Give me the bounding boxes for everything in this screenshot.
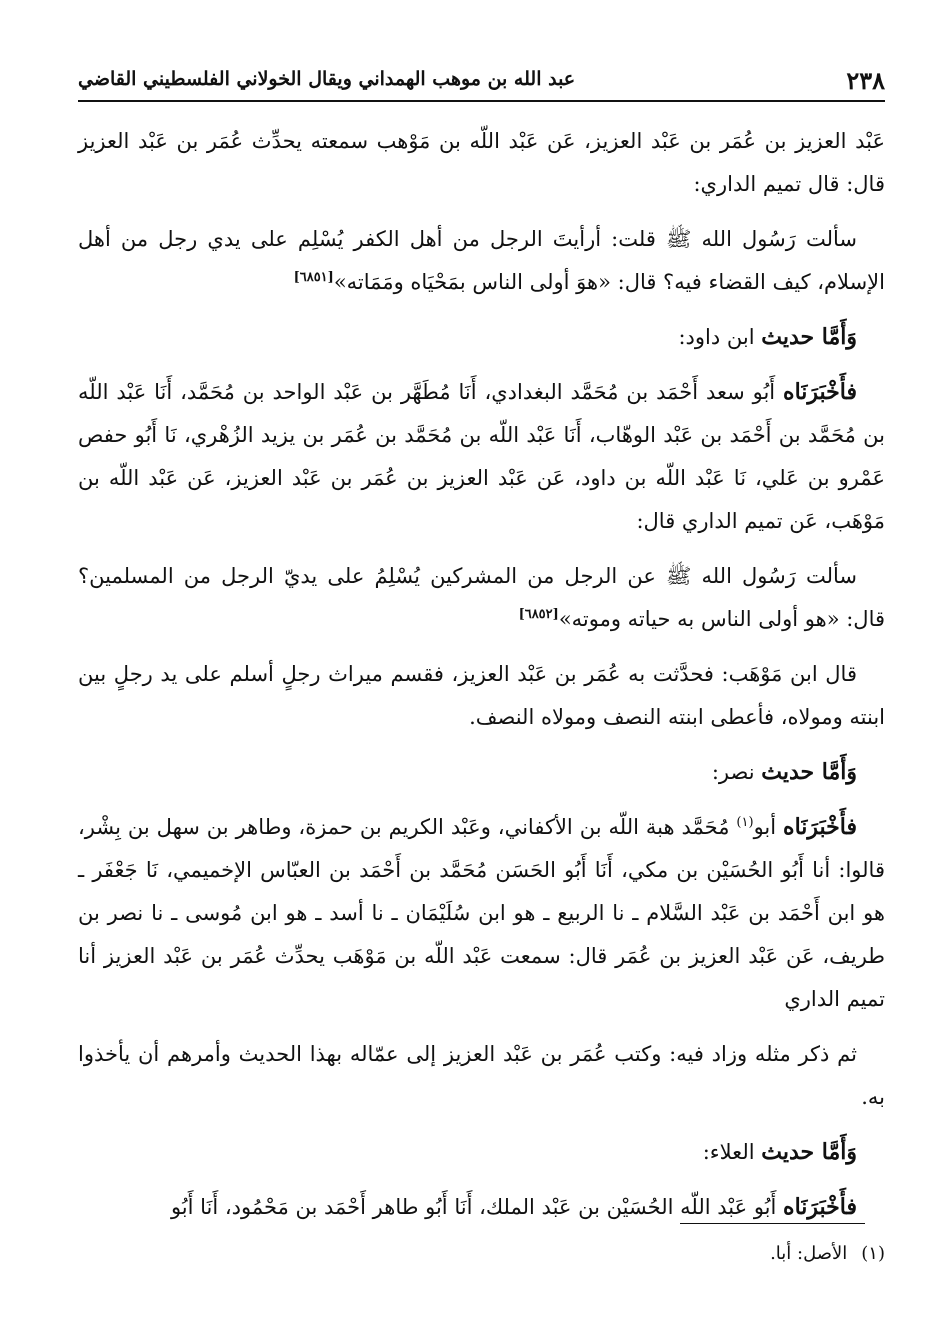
page-body bbox=[78, 120, 885, 1241]
hadith-number: [٦٨٥١] bbox=[293, 270, 334, 285]
paragraph: فأَخْبَرَنَاه أَبُو سعد أَحْمَد بن مُحَمَّد البغدادي، أَنَا مُطَهَّر بن عَبْد الواحد بن مُحَمَّد، أَنَا عَبْد اللّه بن مُحَمَّد بن أَحْمَد بن عَبْد الوهّاب، أَنَا عَبْد اللّه بن مُحَمَّد بن عُمَر بن يزيد الزُهْري، نَا أَبُو حفص عَمْرو بن عَلي، نَا عَبْد اللّه بن داود، عَن عَبْد العزيز بن عُمَر بن عَبْد العزيز، عَن عَبْد اللّه بن مَوْهَب، عَن تميم الداري قال: bbox=[78, 379, 885, 533]
hadith-number: [٦٨٥٢] bbox=[518, 607, 559, 622]
paragraph: عَبْد العزيز بن عُمَر بن عَبْد العزيز، عَن عَبْد اللّه بن مَوْهب سمعته يحدِّث عُمَر بن عَبْد العزيز قال: قال تميم الداري: bbox=[78, 129, 885, 196]
section-heading: وَأَمَّا حديث العلاء: bbox=[702, 1139, 857, 1165]
paragraph: سألت رَسُول الله ﷺ عن الرجل من المشركين يُسْلِمُ على يديّ الرجل من المسلمين؟ قال: «هو أولى الناس به حياته وموته»[٦٨٥٢] bbox=[78, 564, 885, 631]
section-heading: وَأَمَّا حديث نصر: bbox=[711, 759, 857, 785]
paragraph: سألت رَسُول الله ﷺ قلت: أرأيتَ الرجل من أهل الكفر يُسْلِم على يدي رجل من أهل الإسلام، كيف القضاء فيه؟ قال: «هوَ أولى الناس بمَحْيَاه ومَمَاته»[٦٨٥١] bbox=[78, 227, 885, 294]
page-header bbox=[78, 62, 885, 102]
section-heading: وَأَمَّا حديث ابن داود: bbox=[678, 324, 857, 350]
paragraph: فأَخْبَرَنَاه أَبُو عَبْد اللّه الحُسَيْن بن عَبْد الملك، أَنَا أَبُو طاهر أَحْمَد بن مَحْمُود، أَنَا أَبُو bbox=[170, 1194, 857, 1220]
running-title: عبد الله بن موهب الهمداني ويقال الخولاني الفلسطيني القاضي bbox=[78, 68, 576, 90]
paragraph: ثم ذكر مثله وزاد فيه: وكتب عُمَر بن عَبْد العزيز إلى عمّاله بهذا الحديث وأمرهم أن يأخذوا به. bbox=[78, 1042, 885, 1109]
footnote-number: (١) bbox=[861, 1243, 885, 1264]
footnote-text: الأصل: أبا. bbox=[770, 1243, 848, 1264]
footnote-divider bbox=[680, 1223, 865, 1224]
paragraph: قال ابن مَوْهَب: فحدَّثت به عُمَر بن عَبْد العزيز، فقسم ميراث رجلٍ أسلم على يد رجلٍ بين ابنته ومولاه، فأعطى ابنته النصف ومولاه النصف. bbox=[78, 662, 885, 729]
footnote-marker: (١) bbox=[736, 815, 754, 830]
paragraph: فأَخْبَرَنَاه أبو$^{(١)}$ مُحَمَّد هبة اللّه بن الأكفاني، وعَبْد الكريم بن حمزة، وطاهر بن سهل بن بِشْر، قالوا: أنا أَبُو الحُسَيْن بن مكي، أَنَا أَبُو الحَسَن مُحَمَّد بن أَحْمَد بن العبّاس الإخميمي، نَا جَعْفَر ـ هو ابن أَحْمَد بن عَبْد السَّلام ـ نا الربيع ـ هو ابن سُلَيْمَان ـ نا أسد ـ هو ابن مُوسى ـ نا نصر بن طريف، عَن عَبْد العزيز بن عُمَر قال: سمعت عَبْد اللّه بن مَوْهَب يحدِّث عُمَر بن عَبْد العزيز أنا تميم الداري bbox=[78, 814, 885, 1011]
page-number: ٢٣٨ bbox=[846, 66, 885, 95]
footnote bbox=[78, 1243, 885, 1264]
